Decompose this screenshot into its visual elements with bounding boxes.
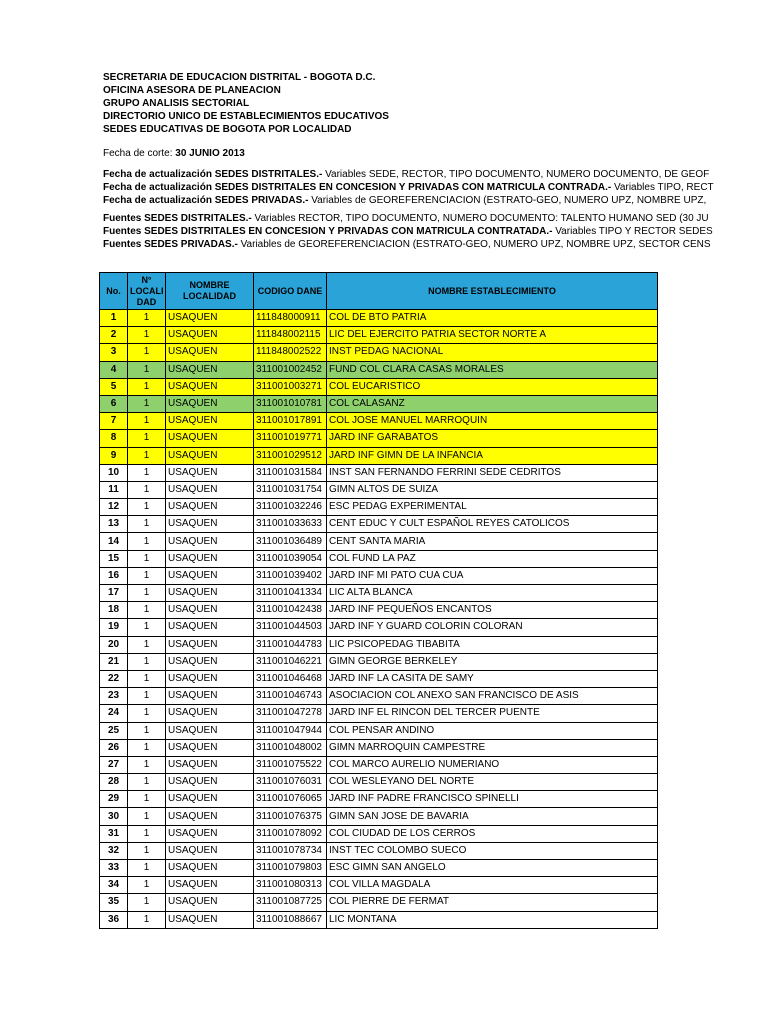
cell-no: 24 — [100, 705, 128, 722]
cell-localidad-nombre: USAQUEN — [166, 430, 254, 447]
cell-no: 27 — [100, 756, 128, 773]
cell-localidad-nombre: USAQUEN — [166, 447, 254, 464]
cell-no: 36 — [100, 911, 128, 928]
cell-nombre: GIMN MARROQUIN CAMPESTRE — [327, 739, 658, 756]
table-row — [100, 327, 658, 344]
cell-localidad-num: 1 — [128, 447, 166, 464]
cell-localidad-nombre: USAQUEN — [166, 688, 254, 705]
cell-nombre: COL VILLA MAGDALA — [327, 877, 658, 894]
table-row — [100, 739, 658, 756]
cell-localidad-nombre: USAQUEN — [166, 860, 254, 877]
cell-codigo: 311001042438 — [254, 602, 327, 619]
cell-localidad-nombre: USAQUEN — [166, 894, 254, 911]
cell-localidad-nombre: USAQUEN — [166, 739, 254, 756]
table-row — [100, 756, 658, 773]
cell-no: 8 — [100, 430, 128, 447]
cell-codigo: 311001088667 — [254, 911, 327, 928]
cell-localidad-nombre: USAQUEN — [166, 378, 254, 395]
cell-localidad-nombre: USAQUEN — [166, 808, 254, 825]
note-line: Fecha de actualización SEDES DISTRITALES.- Variables SEDE, RECTOR, TIPO DOCUMENTO, NUMERO DOCUMENTO, DE GEOF — [103, 169, 710, 180]
cell-localidad-nombre: USAQUEN — [166, 585, 254, 602]
cell-localidad-nombre: USAQUEN — [166, 516, 254, 533]
table-row — [100, 550, 658, 567]
cell-localidad-nombre: USAQUEN — [166, 550, 254, 567]
cell-nombre: LIC DEL EJERCITO PATRIA SECTOR NORTE A — [327, 327, 658, 344]
cell-nombre: JARD INF EL RINCON DEL TERCER PUENTE — [327, 705, 658, 722]
column-header-localidad-nombre: NOMBRE LOCALIDAD — [166, 273, 254, 310]
cell-localidad-num: 1 — [128, 653, 166, 670]
cell-localidad-num: 1 — [128, 688, 166, 705]
cell-localidad-num: 1 — [128, 378, 166, 395]
cell-nombre: GIMN GEORGE BERKELEY — [327, 653, 658, 670]
cell-codigo: 311001075522 — [254, 756, 327, 773]
cell-localidad-nombre: USAQUEN — [166, 653, 254, 670]
header-line: SECRETARIA DE EDUCACION DISTRITAL - BOGOTA D.C. — [103, 72, 376, 83]
table-row — [100, 447, 658, 464]
table-row — [100, 464, 658, 481]
cell-nombre: JARD INF PADRE FRANCISCO SPINELLI — [327, 791, 658, 808]
cell-localidad-num: 1 — [128, 567, 166, 584]
cell-codigo: 311001044503 — [254, 619, 327, 636]
cell-localidad-nombre: USAQUEN — [166, 722, 254, 739]
cell-nombre: ESC GIMN SAN ANGELO — [327, 860, 658, 877]
note-line: Fecha de actualización SEDES PRIVADAS.- Variables de GEOREFERENCIACION (ESTRATO-GEO, NUMERO UPZ, NOMBRE UPZ, — [103, 195, 707, 206]
table-row — [100, 877, 658, 894]
cell-nombre: ASOCIACION COL ANEXO SAN FRANCISCO DE ASIS — [327, 688, 658, 705]
cell-nombre: COL DE BTO PATRIA — [327, 310, 658, 327]
cell-localidad-num: 1 — [128, 722, 166, 739]
cell-no: 6 — [100, 395, 128, 412]
cell-codigo: 311001036489 — [254, 533, 327, 550]
cell-localidad-num: 1 — [128, 739, 166, 756]
table-row — [100, 636, 658, 653]
cell-nombre: INST PEDAG NACIONAL — [327, 344, 658, 361]
table-row — [100, 361, 658, 378]
cell-no: 4 — [100, 361, 128, 378]
cell-nombre: JARD INF PEQUEÑOS ENCANTOS — [327, 602, 658, 619]
cell-nombre: COL CIUDAD DE LOS CERROS — [327, 825, 658, 842]
table-row — [100, 791, 658, 808]
cell-localidad-nombre: USAQUEN — [166, 344, 254, 361]
table-row — [100, 602, 658, 619]
cell-codigo: 311001041334 — [254, 585, 327, 602]
cell-localidad-nombre: USAQUEN — [166, 413, 254, 430]
cell-localidad-nombre: USAQUEN — [166, 464, 254, 481]
cell-codigo: 311001019771 — [254, 430, 327, 447]
cell-localidad-num: 1 — [128, 860, 166, 877]
cell-codigo: 311001076375 — [254, 808, 327, 825]
cell-nombre: COL PENSAR ANDINO — [327, 722, 658, 739]
cell-no: 17 — [100, 585, 128, 602]
cell-no: 30 — [100, 808, 128, 825]
cell-localidad-nombre: USAQUEN — [166, 499, 254, 516]
cell-codigo: 111848000911 — [254, 310, 327, 327]
cell-localidad-nombre: USAQUEN — [166, 481, 254, 498]
cell-localidad-nombre: USAQUEN — [166, 670, 254, 687]
cell-localidad-num: 1 — [128, 911, 166, 928]
cell-localidad-num: 1 — [128, 327, 166, 344]
cell-localidad-num: 1 — [128, 756, 166, 773]
cell-no: 14 — [100, 533, 128, 550]
cell-localidad-num: 1 — [128, 825, 166, 842]
cell-no: 20 — [100, 636, 128, 653]
cell-codigo: 311001044783 — [254, 636, 327, 653]
cell-codigo: 311001076031 — [254, 774, 327, 791]
cell-localidad-nombre: USAQUEN — [166, 533, 254, 550]
cell-nombre: COL CALASANZ — [327, 395, 658, 412]
cell-localidad-nombre: USAQUEN — [166, 791, 254, 808]
table-row — [100, 842, 658, 859]
cell-codigo: 311001078734 — [254, 842, 327, 859]
cell-codigo: 311001031584 — [254, 464, 327, 481]
table-header-row — [100, 273, 658, 310]
note-line: Fuentes SEDES PRIVADAS.- Variables de GEOREFERENCIACION (ESTRATO-GEO, NUMERO UPZ, NOMBRE UPZ, SECTOR CENS — [103, 239, 711, 250]
table-row — [100, 825, 658, 842]
cell-localidad-num: 1 — [128, 344, 166, 361]
cell-localidad-nombre: USAQUEN — [166, 395, 254, 412]
update-notes — [103, 168, 714, 207]
table-row — [100, 860, 658, 877]
cell-codigo: 311001047944 — [254, 722, 327, 739]
cell-localidad-num: 1 — [128, 791, 166, 808]
cell-codigo: 311001002452 — [254, 361, 327, 378]
column-header-nombre: NOMBRE ESTABLECIMIENTO — [327, 273, 658, 310]
cutoff-label: Fecha de corte: — [103, 148, 173, 159]
cell-localidad-num: 1 — [128, 842, 166, 859]
cell-no: 12 — [100, 499, 128, 516]
table-row — [100, 481, 658, 498]
cell-codigo: 311001017891 — [254, 413, 327, 430]
table-row — [100, 567, 658, 584]
cell-no: 7 — [100, 413, 128, 430]
cell-codigo: 311001080313 — [254, 877, 327, 894]
cell-nombre: COL EUCARISTICO — [327, 378, 658, 395]
cell-no: 32 — [100, 842, 128, 859]
cell-localidad-num: 1 — [128, 636, 166, 653]
table-row — [100, 911, 658, 928]
cell-localidad-num: 1 — [128, 533, 166, 550]
cell-no: 22 — [100, 670, 128, 687]
cell-codigo: 311001079803 — [254, 860, 327, 877]
header-line: OFICINA ASESORA DE PLANEACION — [103, 85, 281, 96]
cell-localidad-nombre: USAQUEN — [166, 911, 254, 928]
cell-localidad-nombre: USAQUEN — [166, 602, 254, 619]
cell-nombre: LIC PSICOPEDAG TIBABITA — [327, 636, 658, 653]
column-header-codigo: CODIGO DANE — [254, 273, 327, 310]
cell-codigo: 311001046743 — [254, 688, 327, 705]
cell-codigo: 311001003271 — [254, 378, 327, 395]
cell-nombre: JARD INF Y GUARD COLORIN COLORAN — [327, 619, 658, 636]
column-header-localidad-num: N° LOCALI DAD — [128, 273, 166, 310]
cell-no: 19 — [100, 619, 128, 636]
cell-codigo: 311001029512 — [254, 447, 327, 464]
cell-no: 18 — [100, 602, 128, 619]
header-line: DIRECTORIO UNICO DE ESTABLECIMIENTOS EDUCATIVOS — [103, 111, 389, 122]
cell-localidad-num: 1 — [128, 670, 166, 687]
establishments-table — [99, 272, 658, 929]
table-row — [100, 894, 658, 911]
cell-nombre: CENT EDUC Y CULT ESPAÑOL REYES CATOLICOS — [327, 516, 658, 533]
cell-nombre: LIC ALTA BLANCA — [327, 585, 658, 602]
cell-nombre: GIMN ALTOS DE SUIZA — [327, 481, 658, 498]
cell-nombre: COL MARCO AURELIO NUMERIANO — [327, 756, 658, 773]
cell-localidad-nombre: USAQUEN — [166, 327, 254, 344]
cell-localidad-num: 1 — [128, 481, 166, 498]
cell-localidad-num: 1 — [128, 877, 166, 894]
cell-localidad-num: 1 — [128, 550, 166, 567]
cell-no: 1 — [100, 310, 128, 327]
cell-localidad-nombre: USAQUEN — [166, 619, 254, 636]
cell-nombre: GIMN SAN JOSE DE BAVARIA — [327, 808, 658, 825]
cell-localidad-num: 1 — [128, 413, 166, 430]
cell-nombre: JARD INF GARABATOS — [327, 430, 658, 447]
cell-localidad-num: 1 — [128, 705, 166, 722]
cell-no: 26 — [100, 739, 128, 756]
cell-nombre: INST SAN FERNANDO FERRINI SEDE CEDRITOS — [327, 464, 658, 481]
cell-codigo: 311001039402 — [254, 567, 327, 584]
cell-nombre: FUND COL CLARA CASAS MORALES — [327, 361, 658, 378]
table-row — [100, 653, 658, 670]
cell-localidad-nombre: USAQUEN — [166, 825, 254, 842]
cutoff-value: 30 JUNIO 2013 — [175, 148, 245, 159]
cell-no: 10 — [100, 464, 128, 481]
cell-no: 29 — [100, 791, 128, 808]
table-row — [100, 344, 658, 361]
table-row — [100, 430, 658, 447]
table-row — [100, 378, 658, 395]
cell-no: 35 — [100, 894, 128, 911]
cell-codigo: 311001087725 — [254, 894, 327, 911]
table-row — [100, 619, 658, 636]
cell-localidad-nombre: USAQUEN — [166, 774, 254, 791]
table-row — [100, 585, 658, 602]
cell-codigo: 311001046468 — [254, 670, 327, 687]
cell-no: 21 — [100, 653, 128, 670]
cell-no: 16 — [100, 567, 128, 584]
cell-nombre: ESC PEDAG EXPERIMENTAL — [327, 499, 658, 516]
cell-localidad-num: 1 — [128, 395, 166, 412]
table-row — [100, 774, 658, 791]
cell-no: 34 — [100, 877, 128, 894]
cell-localidad-num: 1 — [128, 774, 166, 791]
cell-no: 3 — [100, 344, 128, 361]
cell-localidad-num: 1 — [128, 430, 166, 447]
table-row — [100, 722, 658, 739]
cell-no: 13 — [100, 516, 128, 533]
column-header-no: No. — [100, 273, 128, 310]
cell-no: 15 — [100, 550, 128, 567]
table-row — [100, 413, 658, 430]
cell-codigo: 111848002115 — [254, 327, 327, 344]
cell-localidad-num: 1 — [128, 619, 166, 636]
cutoff-date — [103, 148, 245, 159]
cell-localidad-nombre: USAQUEN — [166, 842, 254, 859]
table-row — [100, 499, 658, 516]
cell-no: 2 — [100, 327, 128, 344]
cell-codigo: 311001048002 — [254, 739, 327, 756]
note-line: Fecha de actualización SEDES DISTRITALES EN CONCESION Y PRIVADAS CON MATRICULA CONTRADA.- Variables TIPO, RECT — [103, 182, 714, 193]
table-body — [100, 310, 658, 929]
cell-codigo: 311001076065 — [254, 791, 327, 808]
cell-localidad-num: 1 — [128, 602, 166, 619]
table-row — [100, 310, 658, 327]
cell-codigo: 311001010781 — [254, 395, 327, 412]
table-row — [100, 670, 658, 687]
cell-localidad-num: 1 — [128, 585, 166, 602]
cell-localidad-nombre: USAQUEN — [166, 636, 254, 653]
table-row — [100, 688, 658, 705]
cell-no: 31 — [100, 825, 128, 842]
cell-localidad-nombre: USAQUEN — [166, 756, 254, 773]
cell-codigo: 311001046221 — [254, 653, 327, 670]
cell-no: 9 — [100, 447, 128, 464]
cell-localidad-nombre: USAQUEN — [166, 567, 254, 584]
cell-no: 11 — [100, 481, 128, 498]
table-row — [100, 395, 658, 412]
table-row — [100, 705, 658, 722]
cell-nombre: JARD INF LA CASITA DE SAMY — [327, 670, 658, 687]
cell-nombre: JARD INF GIMN DE LA INFANCIA — [327, 447, 658, 464]
header-line: GRUPO ANALISIS SECTORIAL — [103, 98, 250, 109]
cell-localidad-num: 1 — [128, 894, 166, 911]
cell-codigo: 111848002522 — [254, 344, 327, 361]
cell-nombre: INST TEC COLOMBO SUECO — [327, 842, 658, 859]
cell-nombre: COL JOSE MANUEL MARROQUIN — [327, 413, 658, 430]
cell-localidad-num: 1 — [128, 464, 166, 481]
cell-localidad-nombre: USAQUEN — [166, 705, 254, 722]
cell-localidad-nombre: USAQUEN — [166, 361, 254, 378]
note-line: Fuentes SEDES DISTRITALES EN CONCESION Y PRIVADAS CON MATRICULA CONTRATADA.- Variables TIPO Y RECTOR SEDES — [103, 226, 713, 237]
source-notes — [103, 212, 713, 251]
cell-localidad-num: 1 — [128, 361, 166, 378]
cell-localidad-nombre: USAQUEN — [166, 877, 254, 894]
cell-nombre: JARD INF MI PATO CUA CUA — [327, 567, 658, 584]
header-line: SEDES EDUCATIVAS DE BOGOTA POR LOCALIDAD — [103, 124, 352, 135]
note-line: Fuentes SEDES DISTRITALES.- Variables RECTOR, TIPO DOCUMENTO, NUMERO DOCUMENTO: TALENTO HUMANO SED (30 JU — [103, 213, 709, 224]
cell-codigo: 311001033633 — [254, 516, 327, 533]
cell-nombre: COL FUND LA PAZ — [327, 550, 658, 567]
table-row — [100, 516, 658, 533]
table-row — [100, 533, 658, 550]
cell-codigo: 311001078092 — [254, 825, 327, 842]
cell-localidad-num: 1 — [128, 516, 166, 533]
cell-codigo: 311001031754 — [254, 481, 327, 498]
cell-no: 23 — [100, 688, 128, 705]
cell-localidad-num: 1 — [128, 499, 166, 516]
cell-localidad-num: 1 — [128, 808, 166, 825]
cell-codigo: 311001032246 — [254, 499, 327, 516]
cell-localidad-nombre: USAQUEN — [166, 310, 254, 327]
cell-nombre: CENT SANTA MARIA — [327, 533, 658, 550]
cell-no: 33 — [100, 860, 128, 877]
cell-no: 28 — [100, 774, 128, 791]
cell-codigo: 311001047278 — [254, 705, 327, 722]
cell-localidad-num: 1 — [128, 310, 166, 327]
table-row — [100, 808, 658, 825]
cell-nombre: COL WESLEYANO DEL NORTE — [327, 774, 658, 791]
cell-no: 5 — [100, 378, 128, 395]
cell-codigo: 311001039054 — [254, 550, 327, 567]
cell-nombre: LIC MONTANA — [327, 911, 658, 928]
document-header — [103, 71, 389, 136]
cell-no: 25 — [100, 722, 128, 739]
cell-nombre: COL PIERRE DE FERMAT — [327, 894, 658, 911]
